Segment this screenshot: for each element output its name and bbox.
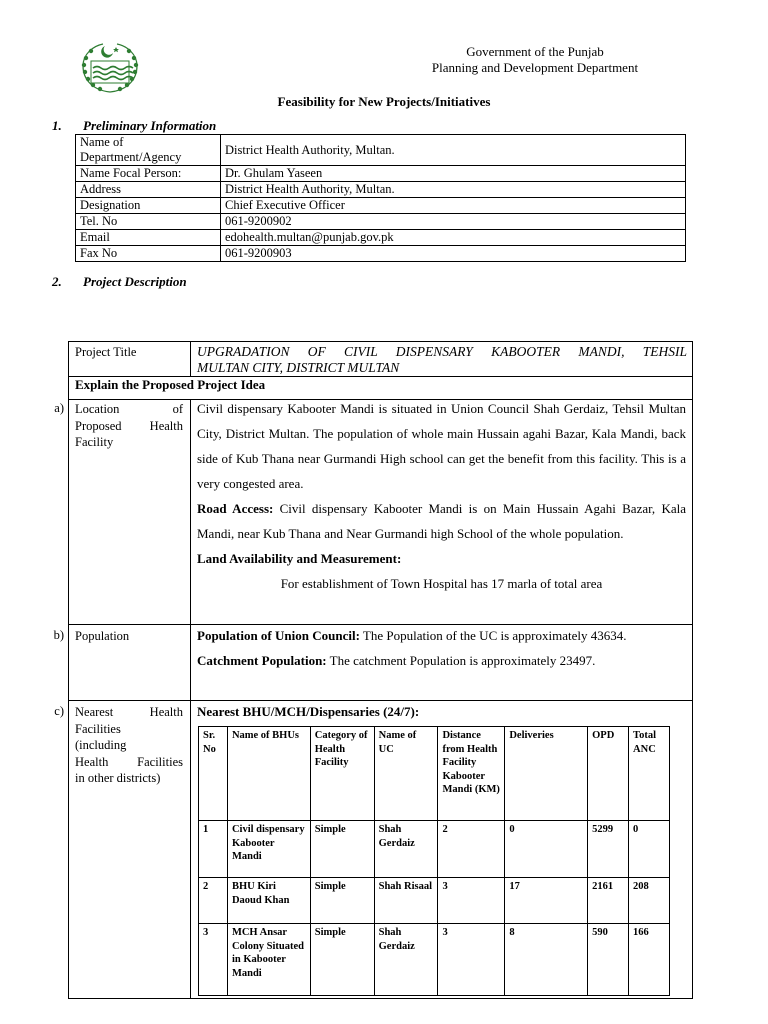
opd-cell: 590 [588,924,629,996]
label-line: (including [75,738,127,752]
table-row [76,214,686,230]
column-header: Name of BHUs [227,727,310,821]
anc-cell: 0 [629,821,670,878]
section-number: 1. [52,118,62,133]
label-line: Nearest Health [75,705,183,719]
department-line: Planning and Development Department [431,60,639,75]
road-access-text: Civil dispensary Kabooter Mandi is on Main Hussain Agahi Bazar, Kala Mandi, near Kub Thana and Near Gurmandi high School of the whole population. [197,501,686,541]
nearest-bhu-table [198,726,670,996]
row-value: District Health Authority, Multan. [221,182,686,198]
row-label: Tel. No [76,214,221,230]
project-description-table [68,341,693,999]
land-text: For establishment of Town Hospital has 17 marla of total area [280,576,603,591]
column-divider [190,342,191,376]
nearest-facilities-heading: Nearest BHU/MCH/Dispensaries (24/7): [197,704,420,719]
column-header: Total ANC [629,727,670,821]
row-value: 061-9200902 [221,214,686,230]
section-2-heading [52,274,187,290]
category-cell: Simple [310,924,374,996]
sr-cell: 3 [199,924,228,996]
row-label: Email [76,230,221,246]
row-divider [69,700,692,701]
table-row [199,821,670,878]
name-cell: Civil dispensary Kabooter Mandi [227,821,310,878]
label-line: Proposed Health [75,418,183,433]
section-title: Project Description [83,274,187,289]
table-row [76,166,686,182]
uc-population-text: The Population of the UC is approximately 43634. [359,628,627,643]
category-cell: Simple [310,878,374,924]
road-access-heading: Road Access: [197,501,274,516]
catchment-heading: Catchment Population: [197,653,327,668]
row-value: edohealth.multan@punjab.gov.pk [221,230,686,246]
table-row [76,246,686,262]
section-1-heading [52,118,216,134]
section-title: Preliminary Information [83,118,217,133]
nearest-facilities-label [75,704,183,787]
table-header-row [199,727,670,821]
uc-population-paragraph [197,623,686,648]
column-header: Sr. No [199,727,228,821]
distance-cell: 3 [438,924,505,996]
column-header: OPD [588,727,629,821]
deliveries-cell: 0 [505,821,588,878]
label-line: in other districts) [75,771,161,785]
uc-cell: Shah Gerdaiz [374,821,438,878]
uc-cell: Shah Gerdaiz [374,924,438,996]
opd-cell: 2161 [588,878,629,924]
distance-cell: 2 [438,821,505,878]
table-row [199,878,670,924]
label-line: Facilities [75,721,121,736]
label-line: Health Facilities [75,754,183,769]
row-value: Dr. Ghulam Yaseen [221,166,686,182]
population-description [197,623,686,673]
punjab-seal-icon [77,40,143,96]
table-row [76,198,686,214]
distance-cell: 3 [438,878,505,924]
label-line: Location of [75,402,183,416]
name-cell: BHU Kiri Daoud Khan [227,878,310,924]
location-label [75,401,183,451]
row-label: Name Focal Person: [76,166,221,182]
section-number: 2. [52,274,62,289]
row-label: Address [76,182,221,198]
category-cell: Simple [310,821,374,878]
table-row [199,924,670,996]
sr-cell: 1 [199,821,228,878]
document-title: Feasibility for New Projects/Initiatives [277,94,491,109]
row-value: District Health Authority, Multan. [221,135,686,166]
catchment-text: The catchment Population is approximately 23497. [326,653,596,668]
location-paragraph: Civil dispensary Kabooter Mandi is situated in Union Council Shah Gerdaiz, Tehsil Multan City, District Multan. The population of whole main Hussain agahi Bazar, Kala Mandi, back side of Kub Thana near Gurmandi High school can get the benefit from this facility. This is a very congested area. [197,401,686,491]
project-title-line: UPGRADATION OF CIVIL DISPENSARY KABOOTER MANDI, TEHSIL [197,344,687,359]
catchment-paragraph [197,648,686,673]
row-label: Designation [76,198,221,214]
column-header: Category of Health Facility [310,727,374,821]
uc-population-heading: Population of Union Council: [197,628,360,643]
road-access-paragraph [197,496,686,546]
row-value: Chief Executive Officer [221,198,686,214]
row-label: Fax No [76,246,221,262]
project-title-value [197,344,687,376]
row-value: 061-9200903 [221,246,686,262]
column-divider [190,399,191,998]
anc-cell: 208 [629,878,670,924]
location-description [197,396,686,596]
column-header: Distance from Health Facility Kabooter Mandi (KM) [438,727,505,821]
project-title-line: MULTAN CITY, DISTRICT MULTAN [197,360,400,375]
opd-cell: 5299 [588,821,629,878]
row-marker-a: a) [54,401,64,415]
label-line: Facility [75,435,114,449]
deliveries-cell: 8 [505,924,588,996]
row-marker-c: c) [54,704,64,718]
uc-cell: Shah Risaal [374,878,438,924]
preliminary-info-table [75,134,686,262]
column-header: Deliveries [505,727,588,821]
table-row [76,135,686,166]
project-title-label: Project Title [75,345,137,359]
deliveries-cell: 17 [505,878,588,924]
row-label: Name of Department/Agency [76,135,221,166]
land-heading-text: Land Availability and Measurement: [197,551,402,566]
sr-cell: 2 [199,878,228,924]
explain-heading: Explain the Proposed Project Idea [75,377,266,392]
government-heading [400,44,670,76]
government-line: Government of the Punjab [466,44,604,59]
land-heading [197,546,686,571]
name-cell: MCH Ansar Colony Situated in Kabooter Mandi [227,924,310,996]
table-row [76,182,686,198]
column-header: Name of UC [374,727,438,821]
anc-cell: 166 [629,924,670,996]
row-marker-b: b) [53,628,64,642]
table-row [76,230,686,246]
population-label: Population [75,629,130,643]
